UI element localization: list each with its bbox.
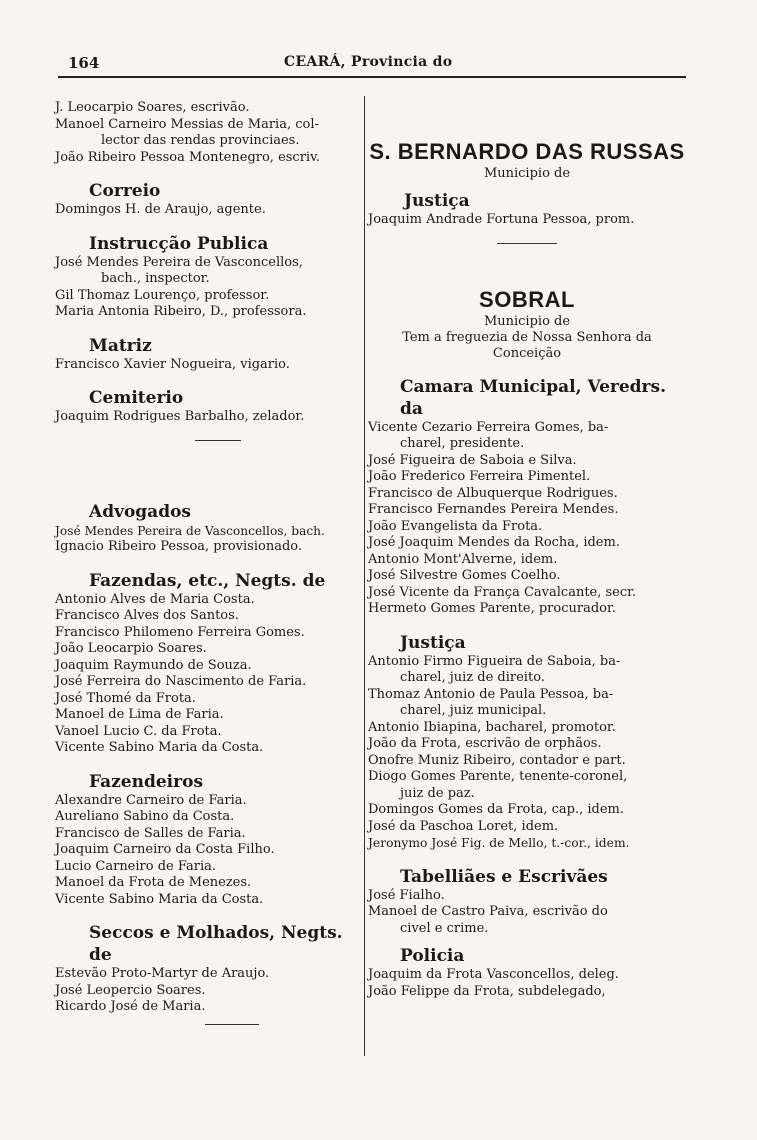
list-item: Vanoel Lucio C. da Frota. — [55, 723, 222, 739]
list-item: João Leocarpio Soares. — [55, 641, 207, 656]
list-item: Antonio Alves de Maria Costa. — [55, 591, 255, 607]
list-item: Antonio Ibiapina, bacharel, promotor. — [368, 719, 616, 735]
list-item: Manoel de Castro Paiva, escrivão do — [368, 904, 608, 919]
list-item: José da Paschoa Loret, idem. — [368, 818, 559, 834]
section-title-seccos: Seccos e Molhados, Negts. de — [89, 923, 343, 965]
list-item: Domingos Gomes da Frota, cap., idem. — [368, 802, 624, 817]
list-item: Hermeto Gomes Parente, procurador. — [368, 601, 616, 616]
section-title-correio: Correio — [89, 181, 161, 201]
list-item: Joaquim Raymundo de Souza. — [55, 657, 252, 673]
list-item: Lucio Carneiro de Faria. — [55, 858, 217, 874]
list-item: Manoel de Lima de Faria. — [55, 707, 224, 722]
list-item: Estevão Proto-Martyr de Araujo. — [55, 966, 270, 981]
list-item: Francisco Fernandes Pereira Mendes. — [368, 502, 619, 517]
municipio-label: Municipio de — [483, 166, 571, 181]
list-item: Jeronymo José Fig. de Mello, t.-cor., idem. — [368, 836, 630, 850]
list-item: Manoel da Frota de Menezes. — [55, 875, 252, 890]
list-item: João Evangelista da Frota. — [368, 518, 543, 534]
section-title-matriz: Matriz — [89, 335, 152, 356]
list-item: José Thomé da Frota. — [55, 690, 196, 706]
section-title-sb-justica: Justiça — [404, 191, 470, 211]
column-divider — [364, 96, 365, 1056]
section-title-tabelliaes: Tabelliães e Escrivães — [400, 866, 608, 887]
list-item: Onofre Muniz Ribeiro, contador e part. — [368, 752, 626, 768]
list-item: Aureliano Sabino da Costa. — [55, 809, 235, 824]
list-item: Joaquim Rodrigues Barbalho, zelador. — [55, 409, 305, 424]
list-item: José Ferreira do Nascimento de Faria. — [55, 674, 307, 689]
section-title-policia: Policia — [400, 946, 465, 966]
section-title-sobral: SOBRAL — [479, 286, 575, 312]
section-title-cemiterio: Cemiterio — [89, 388, 184, 408]
list-item: lector das rendas provinciaes. — [101, 133, 300, 148]
list-item: João da Frota, escrivão de orphãos. — [368, 736, 602, 751]
section-title-sao-bernardo: S. BERNARDO DAS RUSSAS — [369, 139, 685, 164]
section-divider — [205, 1024, 259, 1025]
list-item: Thomaz Antonio de Paula Pessoa, ba- — [368, 686, 614, 702]
section-title-camara: Camara Municipal, Veredrs. da — [400, 376, 666, 419]
list-item: Vicente Sabino Maria da Costa. — [55, 740, 264, 755]
list-item: Ignacio Ribeiro Pessoa, provisionado. — [55, 539, 303, 554]
list-item: Domingos H. de Araujo, agente. — [55, 202, 266, 217]
section-title-instrucao: Instrucção Publica — [89, 233, 269, 254]
list-item: Vicente Sabino Maria da Costa. — [55, 891, 264, 907]
section-title-fazendas: Fazendas, etc., Negts. de — [89, 570, 326, 591]
section-title-justica: Justiça — [400, 632, 466, 653]
list-item: João Frederico Ferreira Pimentel. — [368, 469, 591, 484]
list-item: Manoel Carneiro Messias de Maria, col- — [55, 116, 319, 132]
list-item: Francisco Alves dos Santos. — [55, 608, 239, 623]
list-item: Joaquim da Frota Vasconcellos, deleg. — [368, 967, 619, 982]
list-item: Maria Antonia Ribeiro, D., professora. — [55, 304, 307, 319]
list-item: Ricardo José de Maria. — [55, 999, 206, 1014]
list-item: José Joaquim Mendes da Rocha, idem. — [368, 535, 620, 550]
page-number: 164 — [68, 54, 100, 72]
municipio-label: Municipio de — [483, 313, 571, 329]
list-item: Joaquim Andrade Fortuna Pessoa, prom. — [368, 212, 635, 227]
section-title-advogados: Advogados — [89, 501, 191, 522]
header-rule — [58, 76, 686, 78]
list-item: bach., inspector. — [101, 271, 210, 286]
list-item: José Mendes Pereira de Vasconcellos, — [55, 254, 303, 270]
list-item: charel, presidente. — [400, 436, 525, 451]
list-item: charel, juiz de direito. — [400, 670, 545, 685]
list-item: Francisco de Salles de Faria. — [55, 825, 246, 841]
list-item: Antonio Mont'Alverne, idem. — [368, 551, 558, 567]
list-item: João Felippe da Frota, subdelegado, — [368, 983, 606, 999]
list-item: Joaquim Carneiro da Costa Filho. — [55, 842, 275, 857]
list-item: José Silvestre Gomes Coelho. — [368, 568, 561, 583]
intro-list — [55, 100, 360, 166]
list-item: civel e crime. — [400, 920, 489, 936]
list-item: Diogo Gomes Parente, tenente-coronel, — [368, 769, 628, 784]
running-head: CEARÁ, Provincia do — [284, 54, 453, 70]
left-column — [55, 100, 360, 1025]
list-item: Francisco de Albuquerque Rodrigues. — [368, 485, 618, 501]
list-item: juiz de paz. — [400, 785, 475, 801]
list-item: José Leopercio Soares. — [55, 982, 206, 998]
section-title-fazendeiros: Fazendeiros — [89, 771, 204, 792]
list-item: Gil Thomaz Lourenço, professor. — [55, 287, 270, 303]
list-item: charel, juiz municipal. — [400, 703, 547, 718]
list-item: Francisco Xavier Nogueira, vigario. — [55, 356, 290, 372]
list-item: João Ribeiro Pessoa Montenegro, escriv. — [55, 149, 321, 165]
list-item: J. Leocarpio Soares, escrivão. — [55, 100, 250, 115]
list-item: José Fialho. — [368, 887, 445, 903]
list-item: José Figueira de Saboia e Silva. — [368, 452, 577, 468]
list-item: Alexandre Carneiro de Faria. — [55, 792, 247, 808]
list-item: Antonio Firmo Figueira de Saboia, ba- — [368, 653, 621, 669]
list-item: José Mendes Pereira de Vasconcellos, bach. — [55, 523, 325, 538]
list-item: José Vicente da França Cavalcante, secr. — [368, 584, 637, 600]
page-header — [58, 54, 686, 78]
freguezia-note: Tem a freguezia de Nossa Senhora da Conceição — [402, 329, 652, 361]
list-item: Francisco Philomeno Ferreira Gomes. — [55, 624, 305, 640]
list-item: Vicente Cezario Ferreira Gomes, ba- — [368, 419, 609, 435]
right-column — [368, 100, 686, 1000]
